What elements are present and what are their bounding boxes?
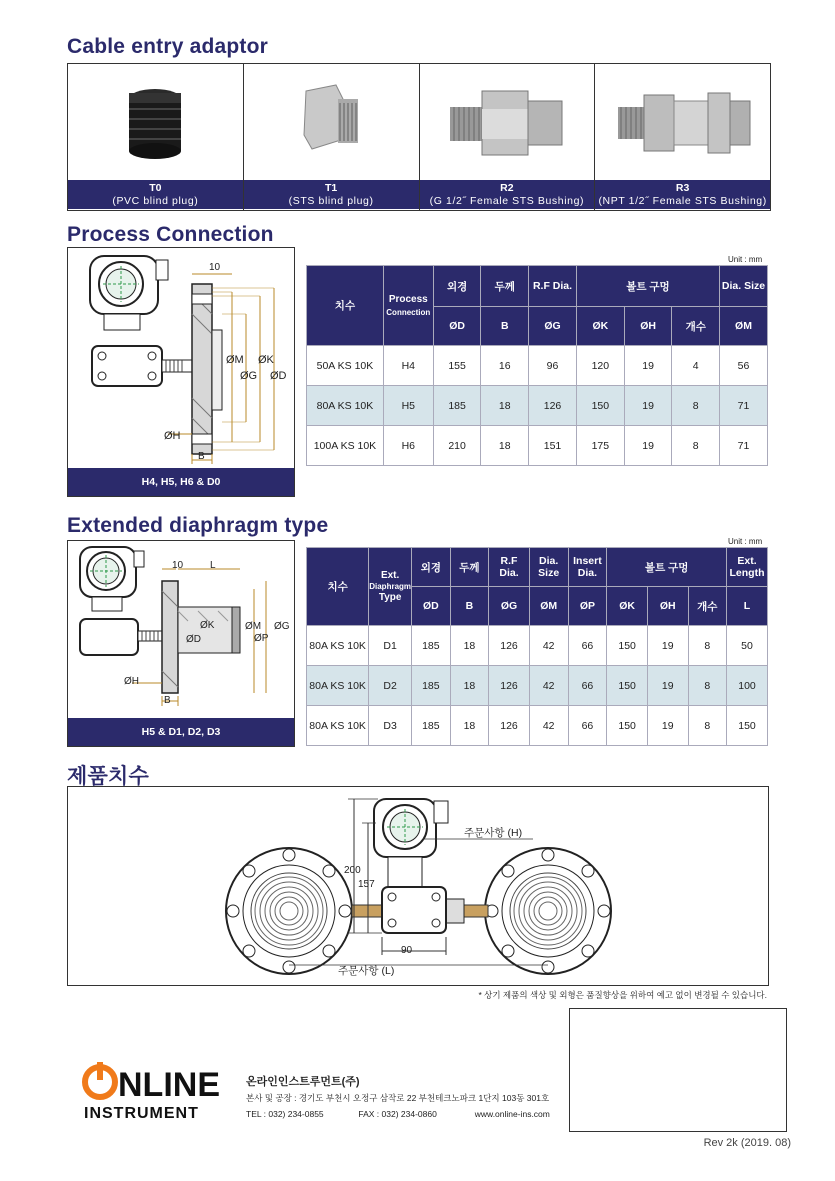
dim-label-top: 10 [209,262,221,273]
extended-drawing-caption: H5 & D1, D2, D3 [68,718,294,746]
cell: D2 [369,666,412,706]
cell: 80A KS 10K [307,626,369,666]
th-sub: ØK [607,587,648,626]
logo-bottom-text: INSTRUMENT [84,1105,199,1122]
ext-dim-label-d: ØD [186,634,201,645]
dim-90: 90 [401,945,413,956]
product-dimensions-title: 제품치수 [67,765,149,788]
th-insert-dia: Insert Dia. [568,548,607,587]
cell: 16 [481,346,529,386]
th-ext-length: Ext. Length [727,548,768,587]
ext-dim-label-h: ØH [124,676,139,687]
cell: 185 [412,626,451,666]
cell: 151 [529,426,577,466]
th-sub: 개수 [688,587,727,626]
cell: 8 [688,706,727,746]
product-dimension-drawing [68,787,768,985]
extended-unit: Unit : mm [728,537,763,546]
th-sub: ØH [647,587,688,626]
table-row [307,626,768,666]
ext-dim-label-top: 10 [172,560,184,571]
ext-dim-label-g: ØG [274,621,290,632]
th-size: 치수 [307,266,384,346]
company-website[interactable]: www.online-ins.com [474,1109,550,1119]
cable-desc: (G 1/2˝ Female STS Bushing) [429,195,585,207]
dim-order-h: 주문사항 (H) [464,827,523,839]
cell: 19 [647,706,688,746]
sts-blind-plug-image [244,64,419,180]
company-address: 본사 및 공장 : 경기도 부천시 오정구 삼작로 22 부천테크노파크 1단지 103동 301호 [246,1093,550,1103]
cell: 8 [688,666,727,706]
cell: 56 [719,346,767,386]
cell: 18 [450,666,489,706]
dim-label-b: B [198,451,205,462]
th-outer-dia: 외경 [433,266,481,307]
table-row [307,666,768,706]
cell: 150 [727,706,768,746]
th-sub: ØK [576,307,624,346]
cable-code: R3 [675,182,690,194]
cell: 150 [607,706,648,746]
cell: 8 [672,426,720,466]
cell: 120 [576,346,624,386]
cell: 42 [529,706,568,746]
cell: 66 [568,706,607,746]
cell: 80A KS 10K [307,666,369,706]
th-dia-size: Dia. Size [719,266,767,307]
cable-desc: (NPT 1/2˝ Female STS Bushing) [598,195,767,207]
cable-code: T1 [324,182,338,194]
table-row [307,386,768,426]
cell: 185 [412,666,451,706]
cell: H6 [383,426,433,466]
th-sub: L [727,587,768,626]
extended-diaphragm-title: Extended diaphragm type [67,514,329,537]
cell: D1 [369,626,412,666]
cable-desc: (STS blind plug) [288,195,374,207]
dim-label-k: ØK [258,354,274,366]
extended-spec-table [306,547,768,746]
cell: D3 [369,706,412,746]
cell: 150 [607,626,648,666]
cable-desc: (PVC blind plug) [112,195,199,207]
cell: 19 [624,346,672,386]
cell: 150 [607,666,648,706]
company-name: 온라인인스트루먼트(주) [246,1076,360,1088]
th-sub: 개수 [672,307,720,346]
ext-dim-label-p: ØP [254,633,269,644]
cell: H4 [383,346,433,386]
online-logo-mark [82,1062,232,1122]
ext-dim-label-m: ØM [245,621,262,632]
cell: 66 [568,626,607,666]
cell: 150 [576,386,624,426]
cable-item-r2 [420,64,596,210]
cell: 210 [433,426,481,466]
cell: 50 [727,626,768,666]
cell: H5 [383,386,433,426]
dim-label-h: ØH [164,430,181,442]
th-dia-size: Dia. Size [529,548,568,587]
cable-code: R2 [500,182,514,194]
th-sub: B [481,307,529,346]
stamp-box [569,1008,787,1132]
dim-label-d: ØD [270,370,287,382]
dim-label-m: ØM [226,354,244,366]
npt-female-bushing-image [595,64,770,180]
cable-item-t1 [244,64,420,210]
dim-label-g: ØG [240,370,258,382]
pvc-blind-plug-image [68,64,243,180]
cell: 8 [672,386,720,426]
cell: 18 [481,426,529,466]
dim-157: 157 [358,879,375,890]
th-outer-dia: 외경 [412,548,451,587]
cell: 50A KS 10K [307,346,384,386]
th-ext-diaphragm-type: Ext. Diaphragm Type [369,548,412,626]
cell: 71 [719,386,767,426]
cell: 100A KS 10K [307,426,384,466]
table-row [307,706,768,746]
disclaimer-note: * 상기 제품의 색상 및 외형은 품질향상을 위하여 예고 없이 변경될 수 있습니다. [478,990,767,1000]
th-sub: ØH [624,307,672,346]
product-dimensions-panel [67,786,769,986]
th-size: 치수 [307,548,369,626]
cell: 175 [576,426,624,466]
th-bolt-holes: 볼트 구멍 [607,548,727,587]
th-thickness: 두께 [450,548,489,587]
table-row [307,426,768,466]
th-rf-dia: R.F Dia. [489,548,530,587]
revision-label: Rev 2k (2019. 08) [703,1137,791,1149]
cable-entry-title: Cable entry adaptor [67,35,269,58]
company-info [246,1074,550,1122]
cell: 126 [529,386,577,426]
ext-dim-label-l: L [210,560,216,571]
dim-order-l: 주문사항 (L) [338,965,395,977]
cell: 100 [727,666,768,706]
process-drawing-caption: H4, H5, H6 & D0 [68,468,294,496]
th-thickness: 두께 [481,266,529,307]
logo-top-text: NLINE [118,1066,220,1104]
cell: 19 [624,386,672,426]
cell: 80A KS 10K [307,706,369,746]
cell: 19 [647,666,688,706]
company-tel: TEL : 032) 234-0855 [246,1109,324,1119]
cell: 19 [647,626,688,666]
th-rf-dia: R.F Dia. [529,266,577,307]
process-drawing-panel [67,247,295,497]
cell: 42 [529,626,568,666]
table-row [307,346,768,386]
th-sub: ØP [568,587,607,626]
cell: 4 [672,346,720,386]
cable-item-t0 [68,64,244,210]
cell: 185 [433,386,481,426]
th-process-connection: Process Connection [383,266,433,346]
th-sub: ØM [529,587,568,626]
th-bolt-holes: 볼트 구멍 [576,266,719,307]
cell: 71 [719,426,767,466]
cell: 155 [433,346,481,386]
cell: 42 [529,666,568,706]
cell: 126 [489,626,530,666]
th-sub: ØD [433,307,481,346]
company-fax: FAX : 032) 234-0860 [358,1109,437,1119]
th-sub: ØM [719,307,767,346]
cell: 80A KS 10K [307,386,384,426]
th-sub: ØG [489,587,530,626]
extended-drawing-panel [67,540,295,747]
cell: 8 [688,626,727,666]
cell: 19 [624,426,672,466]
cell: 96 [529,346,577,386]
cable-item-r3 [595,64,770,210]
th-sub: ØG [529,307,577,346]
cell: 66 [568,666,607,706]
cell: 18 [450,626,489,666]
g-female-bushing-image [420,64,595,180]
process-unit: Unit : mm [728,255,763,264]
cell: 185 [412,706,451,746]
cell: 18 [450,706,489,746]
dim-200: 200 [344,865,361,876]
cell: 18 [481,386,529,426]
ext-dim-label-b: B [164,695,171,706]
th-sub: B [450,587,489,626]
process-spec-table [306,265,768,466]
cable-code: T0 [149,182,162,194]
cell: 126 [489,666,530,706]
ext-dim-label-k: ØK [200,620,215,631]
cable-entry-panel [67,63,771,211]
process-connection-title: Process Connection [67,223,274,246]
cell: 126 [489,706,530,746]
company-logo [82,1062,232,1127]
th-sub: ØD [412,587,451,626]
